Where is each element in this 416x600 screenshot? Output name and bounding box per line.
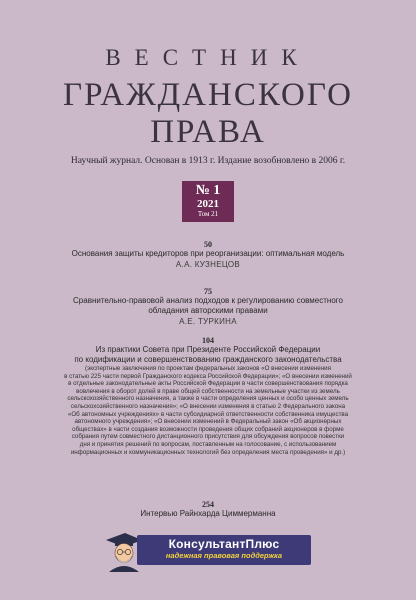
- issue-volume: Том 21: [197, 210, 219, 218]
- article-page-number: 50: [204, 240, 212, 249]
- issue-badge: [182, 181, 234, 222]
- issue-year: 2021: [197, 198, 219, 210]
- article-description-line: в отдельные законодательные акты Российской Федерации в части совершенствования порядка: [68, 380, 348, 388]
- article-description-line: дня и принятия решений по вопросам, поставленным на голосование, с использованием: [79, 440, 337, 448]
- article-entry-2: [30, 287, 386, 328]
- article-description-line: сельскохозяйственного назначения, а также в части определения ценных и особо ценных земель: [67, 395, 349, 403]
- journal-title-vestnik: ВЕСТНИК: [105, 45, 311, 70]
- article-description-line: информационных и коммуникационных технологий без определения места проведения» и др.): [70, 448, 346, 456]
- article-description-line: «Об автономных учреждениях» в части субсидиарной ответственности собственника имущества: [67, 410, 349, 418]
- article-description-line: обществах» в части создания возможности проведения общих собраний акционеров в форме: [72, 425, 344, 433]
- article-entry-4: [30, 500, 386, 519]
- article-title-line1: Из практики Совета при Президенте Российской Федерации: [95, 345, 321, 354]
- logo-badge: [137, 535, 311, 565]
- article-author: А.А. КУЗНЕЦОВ: [175, 260, 241, 269]
- article-title-line2: обладания авторскими правами: [148, 306, 268, 315]
- logo-tagline: надежная правовая поддержка: [165, 551, 283, 560]
- article-description-line: (экспертные заключения по проектам федеральных законов «О внесении изменения: [85, 365, 331, 372]
- article-page-number: 104: [202, 336, 214, 345]
- article-title-line1: Сравнительно-правовой анализ подходов к регулированию совместного: [73, 296, 343, 305]
- article-title-line2: по кодификации и совершенствованию гражданского законодательства: [74, 355, 342, 364]
- article-entry-1: [30, 240, 386, 271]
- article-description-line: сельскохозяйственного назначения»; «О внесении изменения в статью 2 Федерального закона: [70, 402, 346, 410]
- article-description-line: в статью 225 части первой Гражданского кодекса Российской Федерации»; «О внесении изменений: [64, 372, 352, 380]
- issue-number: № 1: [195, 183, 221, 198]
- article-entry-3: [30, 336, 386, 456]
- article-page-number: 254: [202, 500, 214, 509]
- article-author: А.Е. ТУРКИНА: [179, 317, 237, 326]
- article-page-number: 75: [204, 287, 212, 296]
- article-title: Основания защиты кредиторов при реорганизации: оптимальная модель: [71, 249, 345, 258]
- article-description-line: автономного учреждения»; «О внесении изменений в Федеральный закон «Об акционерных: [74, 418, 342, 426]
- journal-title-line1: ГРАЖДАНСКОГО: [63, 77, 353, 113]
- journal-title-line2: ПРАВА: [150, 114, 266, 150]
- consultantplus-logo: [103, 528, 313, 572]
- article-description-line: собрания путем совместного дистанционного присутствия для обсуждения вопросов повестки: [71, 433, 345, 441]
- journal-tagline: Научный журнал. Основан в 1913 г. Издание возобновлено в 2006 г.: [70, 156, 346, 166]
- article-title: Интервью Райнхарда Циммерманна: [140, 509, 276, 518]
- logo-name: КонсультантПлюс: [168, 537, 280, 551]
- article-description-line: вовлечения в оборот долей в праве общей собственности на земельные участки из земель: [76, 387, 340, 395]
